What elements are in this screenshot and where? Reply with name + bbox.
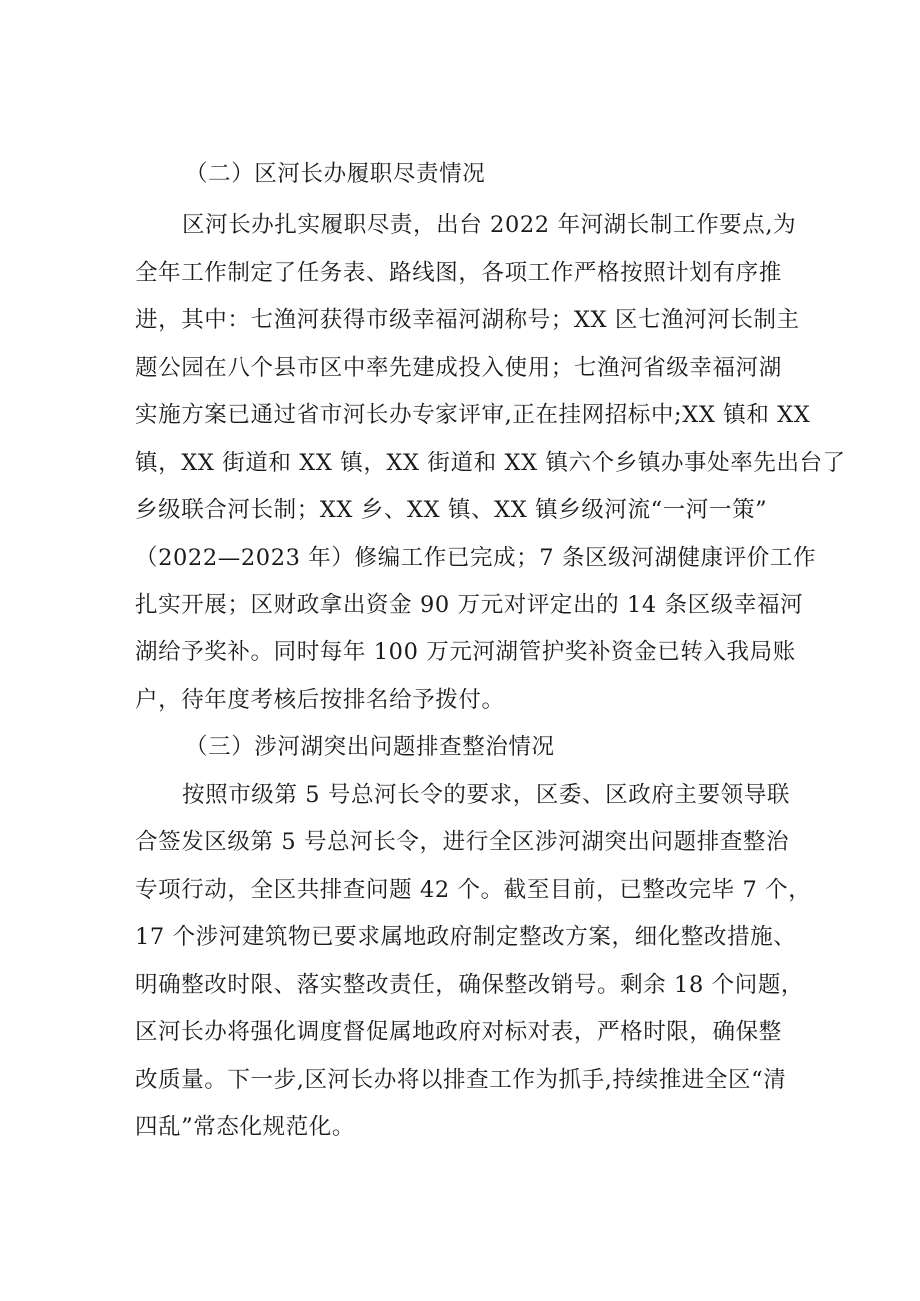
- paragraph-line: 明确整改时限、落实整改责任，确保整改销号。剩余 18 个问题，: [135, 972, 805, 998]
- paragraph-line: 扎实开展；区财政拿出资金 90 万元对评定出的 14 条区级幸福河: [135, 592, 804, 618]
- paragraph-line: （2022—2023 年）修编工作已完成；7 条区级河湖健康评价工作: [135, 545, 817, 571]
- section-3-heading: （三）涉河湖突出问题排查整治情况: [185, 734, 555, 760]
- paragraph-line: 专项行动，全区共排查问题 42 个。截至目前，已整改完毕 7 个，: [135, 877, 812, 903]
- paragraph-line: 乡级联合河长制；XX 乡、XX 镇、XX 镇乡级河流“一河一策”: [135, 497, 768, 523]
- paragraph-line: 进，其中：七渔河获得市级幸福河湖称号；XX 区七渔河河长制主: [135, 307, 800, 333]
- paragraph-line: 实施方案已通过省市河长办专家评审,正在挂网招标中;XX 镇和 XX: [135, 402, 811, 428]
- paragraph-line: 四乱”常态化规范化。: [135, 1114, 356, 1140]
- paragraph-line: 合签发区级第 5 号总河长令，进行全区涉河湖突出问题排查整治: [135, 829, 790, 855]
- paragraph-line: 题公园在八个县市区中率先建成投入使用；七渔河省级幸福河湖: [135, 355, 782, 381]
- section-2-heading: （二）区河长办履职尽责情况: [185, 161, 486, 187]
- paragraph-line: 全年工作制定了任务表、路线图，各项工作严格按照计划有序推: [135, 260, 782, 286]
- paragraph-line: 镇，XX 街道和 XX 镇，XX 街道和 XX 镇六个乡镇办事处率先出台了: [135, 450, 846, 476]
- paragraph-line: 区河长办扎实履职尽责，出台 2022 年河湖长制工作要点,为: [182, 212, 797, 238]
- paragraph-line: 17 个涉河建筑物已要求属地政府制定整改方案，细化整改措施、: [135, 924, 797, 950]
- paragraph-line: 按照市级第 5 号总河长令的要求，区委、区政府主要领导联: [182, 782, 790, 808]
- paragraph-line: 户，待年度考核后按排名给予拨付。: [135, 687, 505, 713]
- paragraph-line: 湖给予奖补。同时每年 100 万元河湖管护奖补资金已转入我局账: [135, 639, 796, 665]
- paragraph-line: 区河长办将强化调度督促属地政府对标对表，严格时限，确保整: [135, 1019, 782, 1045]
- paragraph-line: 改质量。下一步,区河长办将以排查工作为抓手,持续推进全区“清: [135, 1067, 787, 1093]
